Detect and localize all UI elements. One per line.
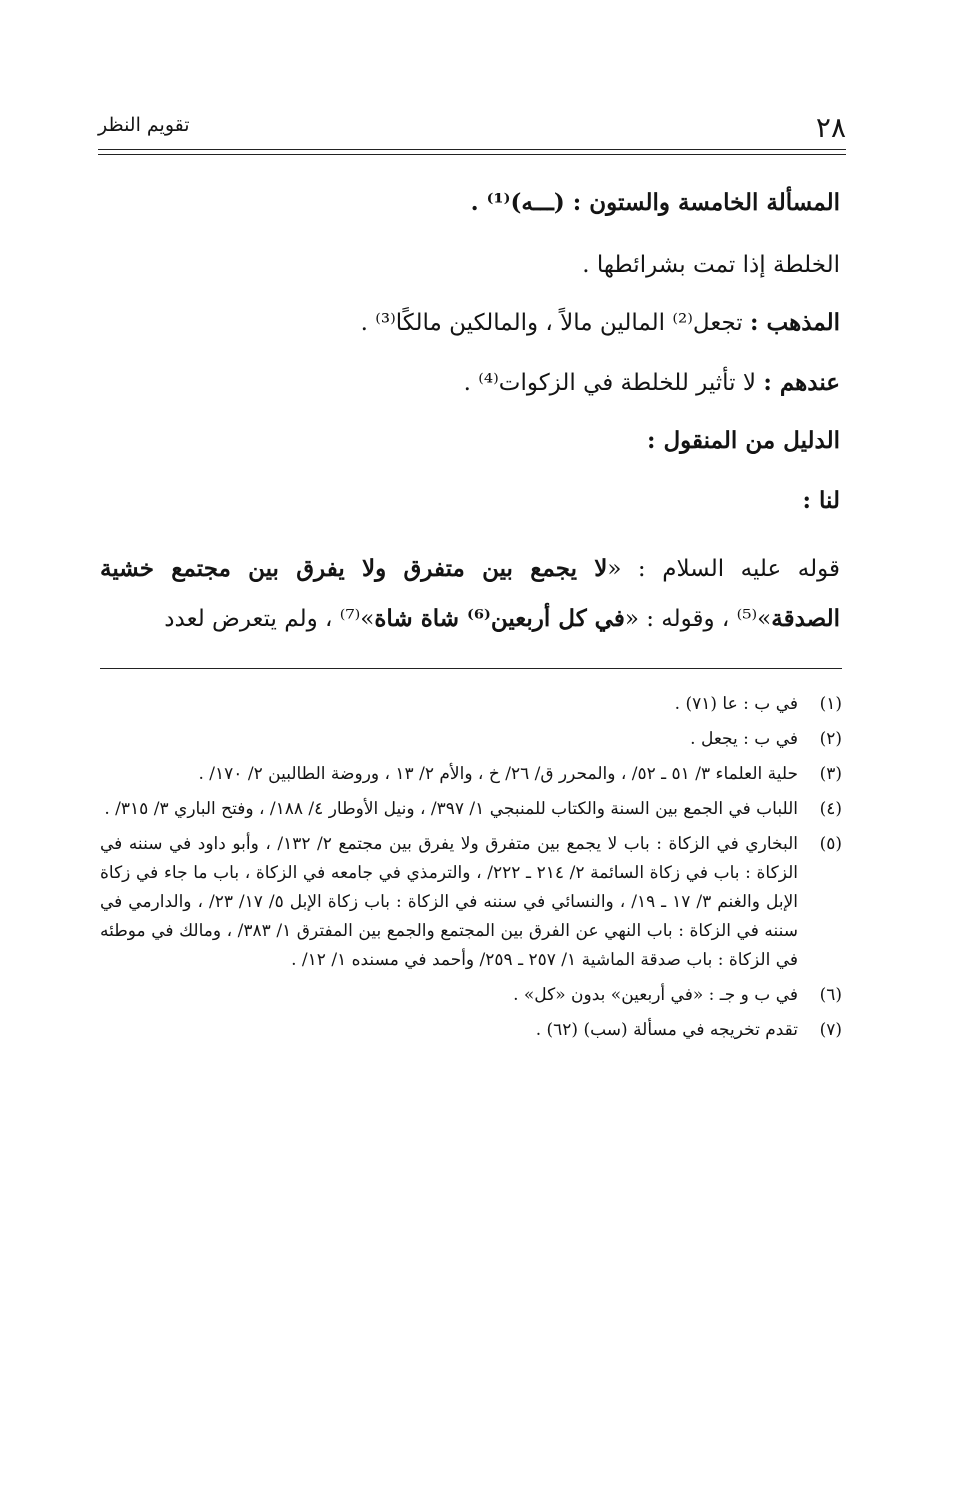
footnote bbox=[100, 795, 842, 824]
footnote-number: (٧) bbox=[819, 1020, 842, 1040]
footnote-text: في ب و جـ : «في أربعين» بدون «كل» . bbox=[513, 985, 798, 1005]
madhhab-text: تجعل⁽²⁾ المالين مالاً ، والمالكين مالكًا⁽³⁾ . bbox=[360, 310, 743, 336]
footnote-number: (٥) bbox=[819, 834, 842, 854]
footnote bbox=[100, 760, 842, 789]
footnote-number: (٦) bbox=[819, 985, 842, 1005]
footnote bbox=[100, 981, 842, 1010]
footnote-number: (٢) bbox=[819, 729, 842, 749]
footnote-text: في ب : عا (٧١) . bbox=[674, 694, 798, 714]
indahum-line bbox=[464, 368, 840, 398]
madhhab-line bbox=[361, 308, 840, 338]
footnote-text: حلية العلماء ٣/ ٥١ ـ ٥٢/ ، والمحرر ق/ ٢٦/ خ ، والأم ٢/ ١٣ ، وروضة الطالبين ٢/ ١٧٠/ . bbox=[198, 764, 798, 784]
footnote-number: (١) bbox=[819, 694, 842, 714]
footnote-separator bbox=[100, 668, 842, 669]
para-intro: قوله عليه السلام : « bbox=[607, 556, 840, 582]
para-mid: »⁽⁵⁾ ، وقوله : « bbox=[624, 606, 772, 632]
footnote-text: في ب : يجعل . bbox=[690, 729, 798, 749]
footnote bbox=[100, 690, 842, 719]
footnote-text: اللباب في الجمع بين السنة والكتاب للمنبجي ١/ ٣٩٧/ ، ونيل الأوطار ٤/ ١٨٨/ ، وفتح الباري ٣/ ٣١٥/ . bbox=[104, 799, 798, 819]
footnote bbox=[100, 725, 842, 754]
issue-title: المسألة الخامسة والستون : (ـــه)⁽¹⁾ . bbox=[470, 189, 840, 216]
running-title: تقويم النظر bbox=[98, 114, 190, 136]
indahum-text: لا تأثير للخلطة في الزكوات⁽⁴⁾ . bbox=[463, 370, 757, 396]
page-number: ٢٨ bbox=[815, 111, 846, 144]
lana-heading: لنا : bbox=[802, 487, 840, 514]
evidence-paragraph bbox=[100, 544, 840, 644]
indahum-label: عندهم : bbox=[763, 369, 840, 396]
footnote-text: تقدم تخريجه في مسألة (سب) (٦٢) . bbox=[535, 1020, 798, 1040]
footnote-text: البخاري في الزكاة : باب لا يجمع بين متفرق ولا يفرق بين مجتمع ٢/ ١٣٢/ ، وأبو داود في سننه في الزكاة : باب في زكاة السائمة ٢/ ٢١٤ ـ ٢٢٢/ ، والترمذي في جامعه في الزكاة ، باب ما جاء في زكاة الإبل والغنم ٣/ ١٧ ـ ١٩/ ، والنسائي في سننه في الزكاة : باب زكاة الإبل ٥/ ١٧/ ٢٣/ ، والدارمي في سننه في الزكاة : باب النهي عن الفرق بين المجتمع والجمع بين المفترق ١/ ٣٨٣/ ، ومالك في موطئه في الزكاة : باب صدقة الماشية ١/ ٢٥٧ ـ ٢٥٩/ وأحمد في مسنده ١/ ١٢/ . bbox=[100, 834, 798, 970]
page-header bbox=[98, 108, 846, 144]
footnote-number: (٣) bbox=[819, 764, 842, 784]
evidence-heading: الدليل من المنقول : bbox=[646, 427, 840, 454]
footnotes bbox=[100, 690, 842, 1051]
hadith-text-1: لا يجمع بين متفرق ولا يفرق بين مجتمع خشية الصدقة bbox=[100, 555, 840, 632]
footnote bbox=[100, 830, 842, 975]
header-rule bbox=[98, 149, 846, 150]
footnote bbox=[100, 1016, 842, 1045]
footnote-number: (٤) bbox=[819, 799, 842, 819]
para-end: »⁽⁷⁾ ، ولم يتعرض لعدد bbox=[164, 606, 375, 632]
header-rule-double bbox=[98, 154, 846, 155]
hadith-text-2: في كل أربعين⁽⁶⁾ شاة شاة bbox=[374, 605, 625, 632]
madhhab-label: المذهب : bbox=[750, 309, 840, 336]
issue-statement: الخلطة إذا تمت بشرائطها . bbox=[582, 252, 840, 278]
